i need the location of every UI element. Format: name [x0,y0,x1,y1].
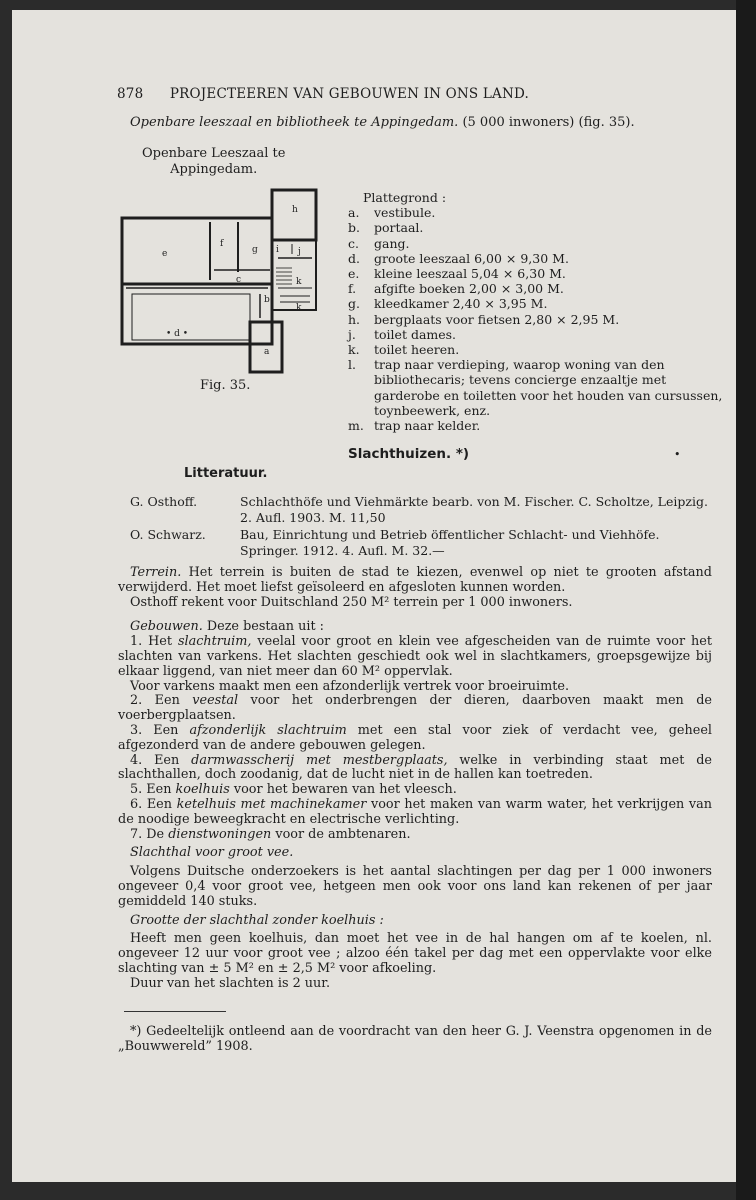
figure-title-line1: Openbare Leeszaal te [142,146,286,161]
paragraph-osthoff: Osthoff rekent voor Duitschland 250 M² terrein per 1 000 inwoners. [130,594,573,610]
heading-grootte: Grootte der slachthal zonder koelhuis : [130,912,384,928]
legend-item: a. vestibule. [348,205,436,221]
legend-item: h. bergplaats voor fietsen 2,80 × 2,95 M. [348,311,620,327]
paragraph-gebouwen: Gebouwen. Deze bestaan uit : [130,619,324,635]
book-page [12,10,736,1182]
list-item-4: 4. Een darmwasscherij met mestbergplaats, welke in verbinding staat met de slachthallen, doch zoodanig, dat de lucht niet in de hallen kan toetreden. [118,752,713,783]
heading-slachthal: Slachthal voor groot vee. [130,845,294,861]
running-header [117,86,529,102]
plan-label-f: f [220,239,224,249]
legend-item: m. trap naar kelder. [348,418,481,434]
stray-dot: • [674,448,681,461]
floor-plan-drawing [120,188,324,374]
running-title: PROJECTEEREN VAN GEBOUWEN IN ONS LAND. [169,86,530,102]
legend-title: Plattegrond : [363,190,447,205]
list-item-2: 2. Een veestal voor het onderbrengen der dieren, daarboven maakt men de voerbergplaatsen. [118,693,712,724]
section-heading-litteratuur: Litteratuur. [184,466,268,481]
figure-title-line2: Appingedam. [170,162,258,177]
legend-item: l. trap naar verdieping, waarop woning van den bibliothecaris; tevens concierge enzaaltje met garderobe en toiletten voor het houden van cursussen, toynbeewerk, enz. [348,357,723,418]
list-item-7: 7. De dienstwoningen voor de ambtenaren. [130,826,411,842]
legend-item: c. gang. [348,235,410,251]
plan-label-b: b [264,295,270,305]
list-item-1: 1. Het slachtruim, veelal voor groot en klein vee afgescheiden van de ruimte voor het slachten van varkens. Het slachten geschiedt ook wel in slachtkamers, groepsgewijze bij elkaar liggend, van niet meer dan 60 M² oppervlak. [118,634,712,679]
plan-label-c: c [236,275,242,285]
page-number: 878 [117,86,144,102]
list-item-3: 3. Een afzonderlijk slachtruim met een stal voor ziek of verdacht vee, geheel afgezonderd van de andere gebouwen gelegen. [118,722,712,753]
legend-item: g. kleedkamer 2,40 × 3,95 M. [348,296,548,312]
paragraph-grootte: Heeft men geen koelhuis, dan moet het vee in de hal hangen om af te koelen, nl. ongeveer 12 uur voor groot vee ; alzoo één takel per dag met een oppervlakte voor elke slachting van ± 5 M² en ± 2,5 M² voor afkoeling. [118,931,712,976]
legend-item: k. toilet heeren. [348,342,460,358]
scan-edge [736,0,756,1200]
footnote-text: *) Gedeeltelijk ontleend aan de voordracht van den heer G. J. Veenstra opgenomen in de „Bouwwereld” 1908. [118,1024,712,1054]
subtitle-normal: (5 000 inwoners) (fig. 35). [462,115,635,130]
plan-label-i: i [276,245,279,255]
legend-item: b. portaal. [348,220,424,236]
body-text [118,566,712,992]
reference-text: Bau, Einrichtung und Betrieb öffentlicher Schlacht- und Viehhöfe. Springer. 1912. 4. Aufl. M. 32.— [240,527,660,558]
footnote-rule [124,1011,226,1012]
paragraph-slachthal: Volgens Duitsche onderzoekers is het aantal slachtingen per dag per 1 000 inwoners ongeveer 0,4 voor groot vee, hetgeen men ook voor ons land kan rekenen of per jaar gemiddeld 140 stuks. [118,864,712,909]
plan-label-g: g [252,245,258,255]
plan-label-h: h [292,205,298,215]
plan-label-k-upper: k [296,277,302,287]
subtitle-italic: Openbare leeszaal en bibliotheek te Appingedam. [130,115,459,130]
legend-item: d. groote leeszaal 6,00 × 9,30 M. [348,250,569,266]
plan-label-e: e [162,249,168,259]
reference-text: Schlachthöfe und Viehmärkte bearb. von M. Fischer. C. Scholtze, Leipzig. 2. Aufl. 1903. M. 11,50 [240,494,708,525]
plan-label-j: j [298,247,301,257]
references [130,494,720,560]
library-subtitle [130,115,635,130]
list-item-6: 6. Een ketelhuis met machinekamer voor het maken van warm water, het verkrijgen van de noodige beweegkracht en electrische verlichting. [118,796,712,827]
paragraph-duur: Duur van het slachten is 2 uur. [130,975,331,991]
plan-legend [348,190,728,433]
legend-item: e. kleine leeszaal 5,04 × 6,30 M. [348,266,566,282]
reference-author: G. Osthoff. [130,494,198,509]
reference-entry [130,494,720,525]
footnote [118,1024,712,1054]
legend-item: f. afgifte boeken 2,00 × 3,00 M. [348,281,564,297]
paragraph-varkens: Voor varkens maakt men een afzonderlijk vertrek voor broeiruimte. [130,678,570,694]
plan-label-a: a [264,347,270,357]
paragraph-terrein: Terrein. Het terrein is buiten de stad te kiezen, evenwel op niet te grooten afstand verwijderd. Het moet liefst geïsoleerd en afgesloten kunnen worden. [118,565,712,595]
section-heading-slachthuizen: Slachthuizen. *) [348,446,470,462]
figure-caption: Fig. 35. [200,378,251,393]
list-item-5: 5. Een koelhuis voor het bewaren van het vleesch. [130,782,457,798]
figure-title [142,146,285,178]
legend-item: j. toilet dames. [348,326,457,342]
reference-entry [130,527,720,558]
plan-label-d: • d • [166,329,189,339]
plan-label-k-lower: k [296,303,302,313]
reference-author: O. Schwarz. [130,527,206,542]
